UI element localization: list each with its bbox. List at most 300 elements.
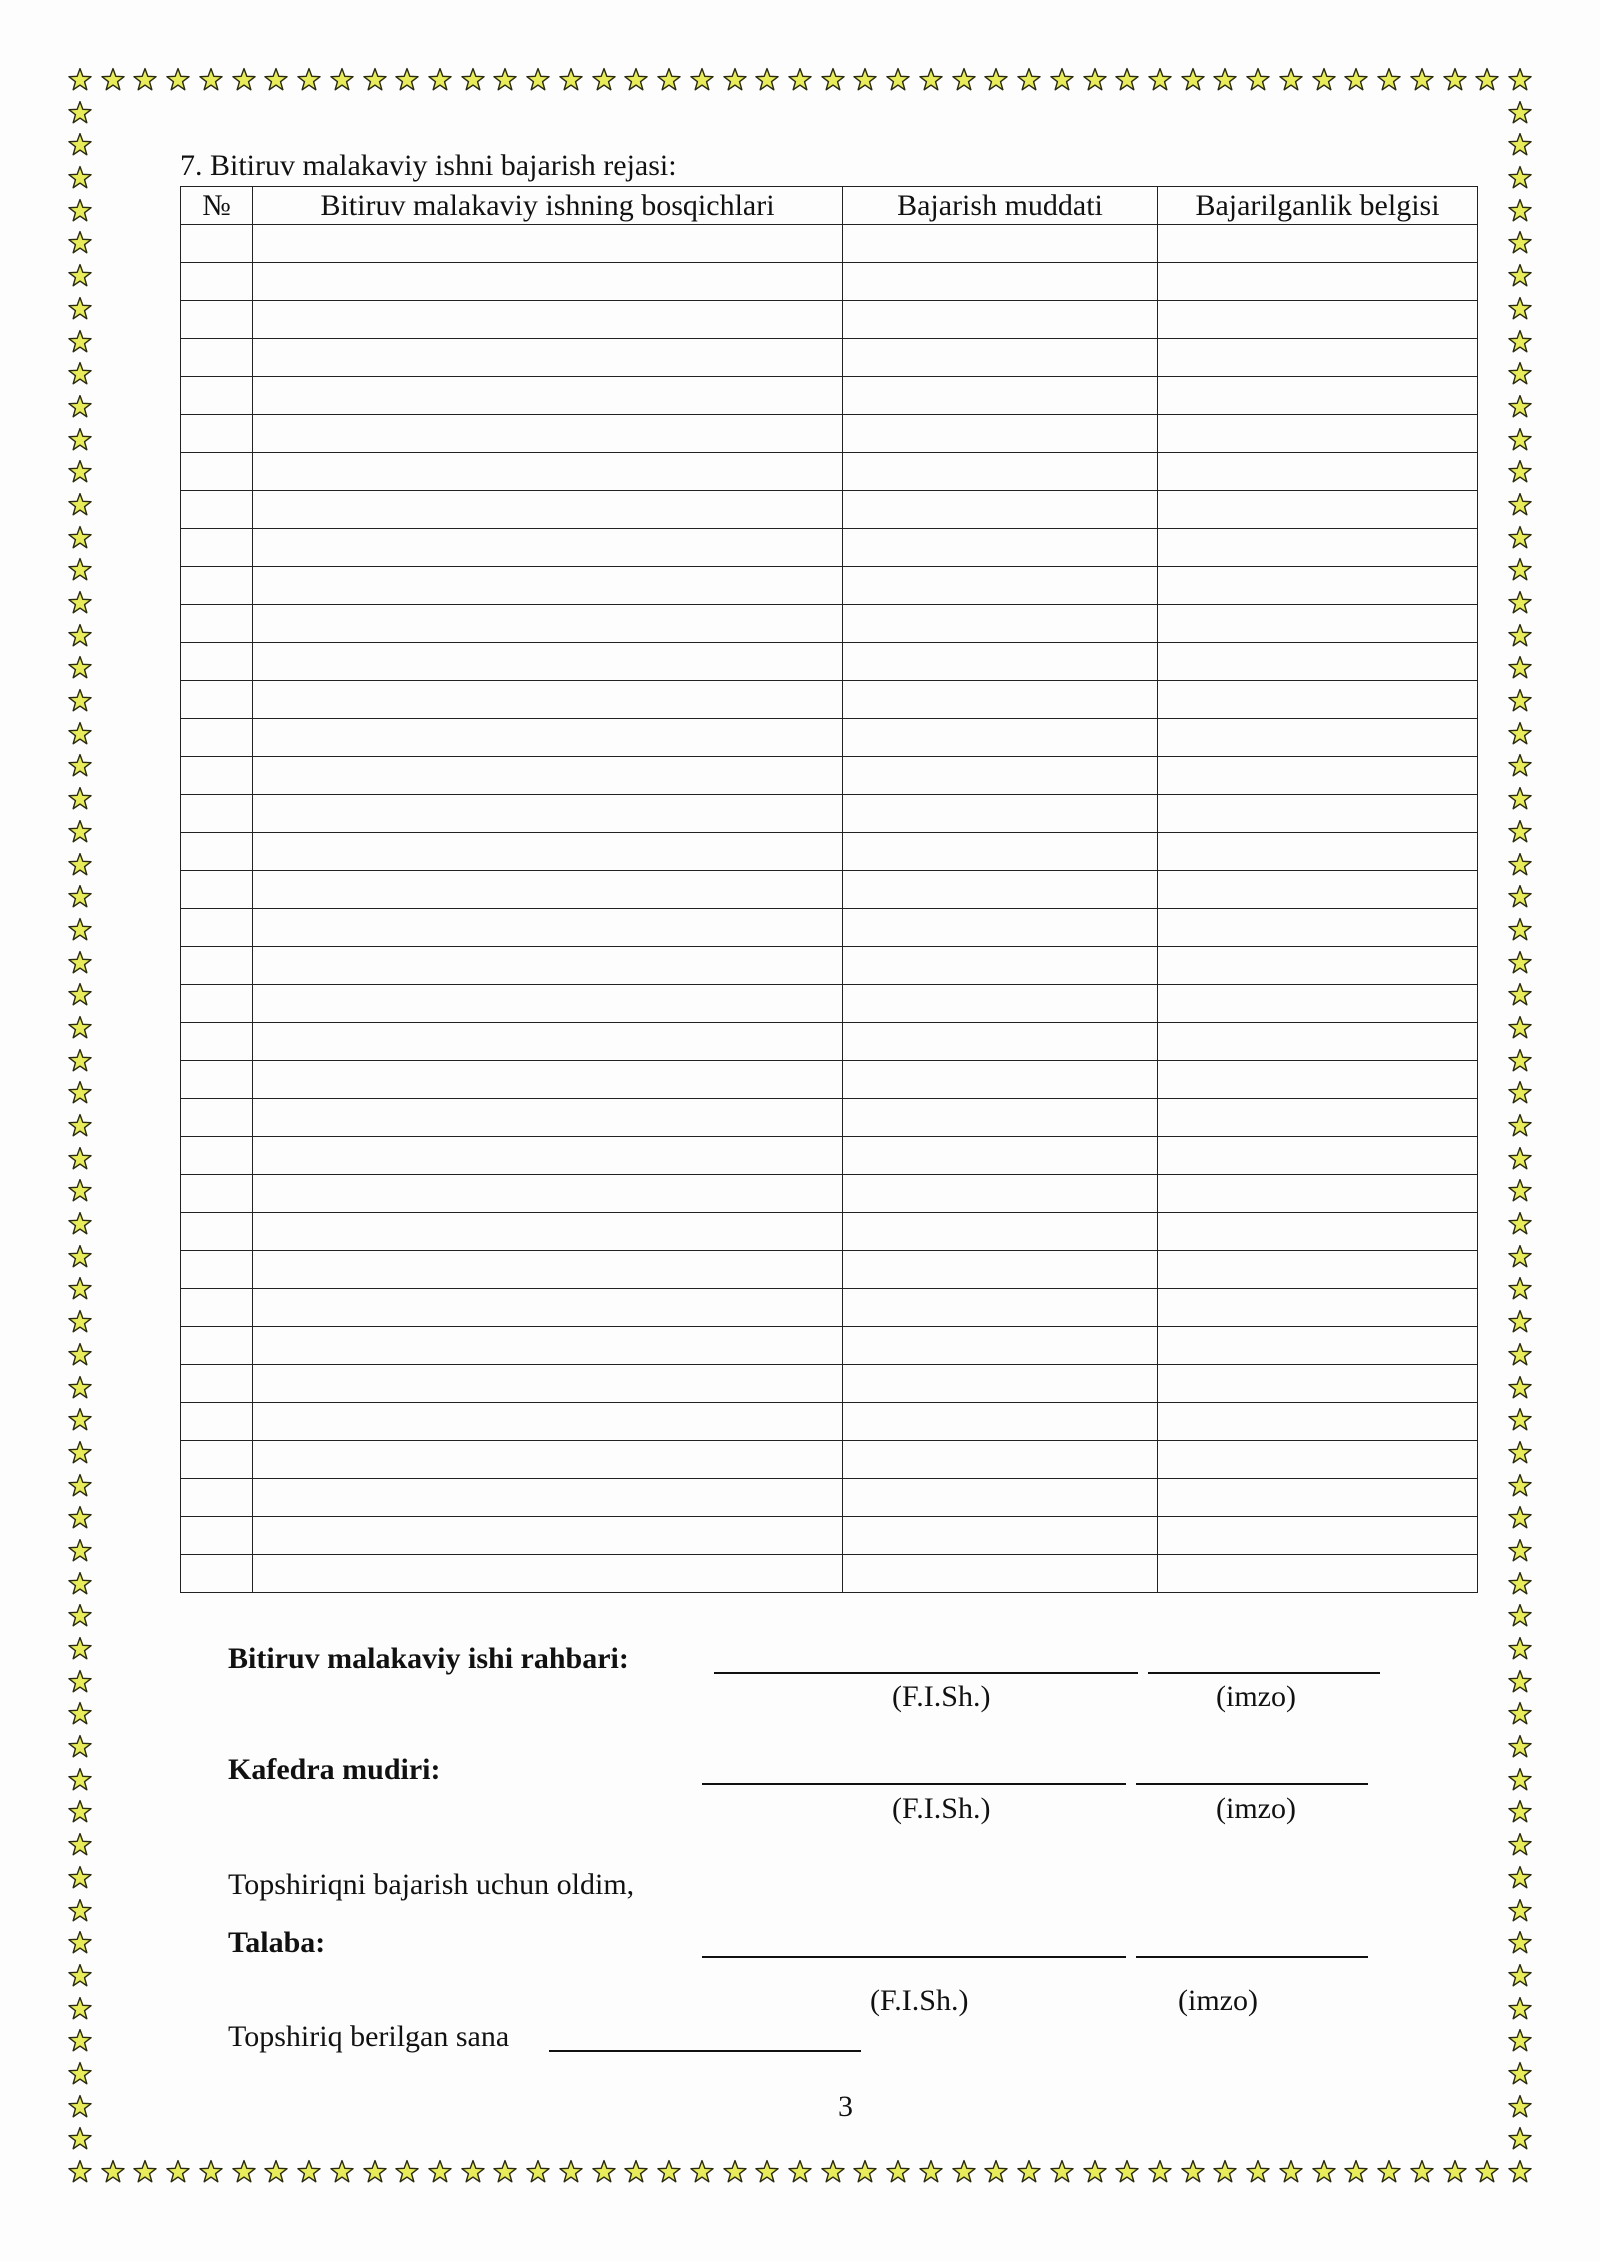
cell-completion-mark[interactable] bbox=[1158, 1023, 1478, 1061]
star-icon bbox=[951, 2159, 977, 2185]
cell-number[interactable] bbox=[181, 643, 253, 681]
star-icon bbox=[67, 1701, 93, 1727]
star-icon bbox=[67, 263, 93, 289]
cell-completion-mark[interactable] bbox=[1158, 529, 1478, 567]
star-icon bbox=[787, 67, 813, 93]
star-icon bbox=[820, 2159, 846, 2185]
cell-number[interactable] bbox=[181, 757, 253, 795]
star-icon bbox=[1507, 1669, 1533, 1695]
star-icon bbox=[198, 67, 224, 93]
cell-deadline[interactable] bbox=[843, 225, 1158, 263]
header-deadline: Bajarish muddati bbox=[843, 187, 1158, 225]
cell-completion-mark[interactable] bbox=[1158, 263, 1478, 301]
cell-deadline[interactable] bbox=[843, 567, 1158, 605]
cell-deadline[interactable] bbox=[843, 1517, 1158, 1555]
cell-deadline[interactable] bbox=[843, 1023, 1158, 1061]
cell-completion-mark[interactable] bbox=[1158, 643, 1478, 681]
star-icon bbox=[1507, 296, 1533, 322]
table-row bbox=[181, 1213, 1478, 1251]
cell-deadline[interactable] bbox=[843, 1289, 1158, 1327]
department-head-label: Kafedra mudiri: bbox=[228, 1753, 441, 1786]
cell-completion-mark[interactable] bbox=[1158, 719, 1478, 757]
table-row bbox=[181, 301, 1478, 339]
star-icon bbox=[1507, 1015, 1533, 1041]
cell-completion-mark[interactable] bbox=[1158, 1517, 1478, 1555]
cell-deadline[interactable] bbox=[843, 453, 1158, 491]
star-icon bbox=[231, 67, 257, 93]
cell-number[interactable] bbox=[181, 1213, 253, 1251]
table-row bbox=[181, 225, 1478, 263]
star-icon bbox=[231, 2159, 257, 2185]
cell-stage[interactable] bbox=[253, 1517, 843, 1555]
student-signature-caption: (imzo) bbox=[1178, 1984, 1258, 2017]
cell-completion-mark[interactable] bbox=[1158, 757, 1478, 795]
cell-completion-mark[interactable] bbox=[1158, 605, 1478, 643]
department-head-signature-line[interactable] bbox=[1136, 1783, 1368, 1785]
star-icon bbox=[67, 590, 93, 616]
cell-number[interactable] bbox=[181, 567, 253, 605]
cell-deadline[interactable] bbox=[843, 1061, 1158, 1099]
cell-number[interactable] bbox=[181, 909, 253, 947]
table-row bbox=[181, 681, 1478, 719]
star-icon bbox=[67, 132, 93, 158]
star-icon bbox=[1180, 67, 1206, 93]
star-icon bbox=[132, 67, 158, 93]
cell-completion-mark[interactable] bbox=[1158, 1327, 1478, 1365]
cell-stage[interactable] bbox=[253, 1555, 843, 1593]
cell-completion-mark[interactable] bbox=[1158, 1061, 1478, 1099]
star-icon bbox=[67, 786, 93, 812]
star-icon bbox=[558, 2159, 584, 2185]
header-completion-mark: Bajarilganlik belgisi bbox=[1158, 187, 1478, 225]
star-icon bbox=[1507, 2126, 1533, 2152]
star-icon bbox=[1311, 67, 1337, 93]
table-row bbox=[181, 947, 1478, 985]
star-icon bbox=[67, 394, 93, 420]
table-row bbox=[181, 795, 1478, 833]
cell-completion-mark[interactable] bbox=[1158, 1137, 1478, 1175]
star-icon bbox=[1343, 2159, 1369, 2185]
star-icon bbox=[67, 1178, 93, 1204]
cell-stage[interactable] bbox=[253, 1365, 843, 1403]
cell-number[interactable] bbox=[181, 415, 253, 453]
table-row bbox=[181, 415, 1478, 453]
cell-deadline[interactable] bbox=[843, 1365, 1158, 1403]
star-icon bbox=[67, 1636, 93, 1662]
cell-stage[interactable] bbox=[253, 643, 843, 681]
cell-stage[interactable] bbox=[253, 1099, 843, 1137]
cell-completion-mark[interactable] bbox=[1158, 795, 1478, 833]
star-icon bbox=[722, 67, 748, 93]
star-icon bbox=[67, 329, 93, 355]
star-icon bbox=[1507, 1407, 1533, 1433]
cell-stage[interactable] bbox=[253, 757, 843, 795]
cell-number[interactable] bbox=[181, 301, 253, 339]
cell-number[interactable] bbox=[181, 339, 253, 377]
cell-number[interactable] bbox=[181, 1061, 253, 1099]
star-icon bbox=[67, 2126, 93, 2152]
cell-deadline[interactable] bbox=[843, 1479, 1158, 1517]
cell-number[interactable] bbox=[181, 1023, 253, 1061]
cell-stage[interactable] bbox=[253, 1403, 843, 1441]
star-icon bbox=[1278, 67, 1304, 93]
star-icon bbox=[492, 2159, 518, 2185]
star-icon bbox=[525, 67, 551, 93]
cell-number[interactable] bbox=[181, 1441, 253, 1479]
cell-stage[interactable] bbox=[253, 1175, 843, 1213]
cell-completion-mark[interactable] bbox=[1158, 1365, 1478, 1403]
star-icon bbox=[1507, 132, 1533, 158]
cell-number[interactable] bbox=[181, 529, 253, 567]
cell-number[interactable] bbox=[181, 491, 253, 529]
cell-number[interactable] bbox=[181, 833, 253, 871]
cell-stage[interactable] bbox=[253, 1137, 843, 1175]
star-icon bbox=[1507, 1538, 1533, 1564]
cell-number[interactable] bbox=[181, 1479, 253, 1517]
star-icon bbox=[460, 2159, 486, 2185]
cell-completion-mark[interactable] bbox=[1158, 301, 1478, 339]
cell-stage[interactable] bbox=[253, 415, 843, 453]
cell-deadline[interactable] bbox=[843, 339, 1158, 377]
star-icon bbox=[1507, 1048, 1533, 1074]
cell-deadline[interactable] bbox=[843, 681, 1158, 719]
cell-completion-mark[interactable] bbox=[1158, 1289, 1478, 1327]
star-icon bbox=[1442, 67, 1468, 93]
star-icon bbox=[67, 655, 93, 681]
cell-completion-mark[interactable] bbox=[1158, 415, 1478, 453]
cell-deadline[interactable] bbox=[843, 1403, 1158, 1441]
table-row bbox=[181, 491, 1478, 529]
header-stages: Bitiruv malakaviy ishning bosqichlari bbox=[253, 187, 843, 225]
cell-number[interactable] bbox=[181, 1137, 253, 1175]
cell-stage[interactable] bbox=[253, 909, 843, 947]
cell-stage[interactable] bbox=[253, 529, 843, 567]
table-row bbox=[181, 909, 1478, 947]
star-icon bbox=[296, 2159, 322, 2185]
star-icon bbox=[689, 2159, 715, 2185]
star-icon bbox=[1507, 525, 1533, 551]
table-header-row bbox=[181, 187, 1478, 225]
cell-completion-mark[interactable] bbox=[1158, 339, 1478, 377]
cell-completion-mark[interactable] bbox=[1158, 871, 1478, 909]
cell-number[interactable] bbox=[181, 1251, 253, 1289]
star-icon bbox=[165, 67, 191, 93]
star-icon bbox=[787, 2159, 813, 2185]
cell-number[interactable] bbox=[181, 605, 253, 643]
cell-completion-mark[interactable] bbox=[1158, 833, 1478, 871]
supervisor-signature-caption: (imzo) bbox=[1216, 1680, 1296, 1713]
table-row bbox=[181, 1175, 1478, 1213]
star-icon bbox=[67, 361, 93, 387]
star-icon bbox=[1507, 1734, 1533, 1760]
cell-number[interactable] bbox=[181, 1289, 253, 1327]
star-icon bbox=[1507, 2028, 1533, 2054]
supervisor-fullname-line[interactable] bbox=[714, 1672, 1138, 1674]
cell-stage[interactable] bbox=[253, 453, 843, 491]
cell-deadline[interactable] bbox=[843, 757, 1158, 795]
cell-deadline[interactable] bbox=[843, 415, 1158, 453]
cell-stage[interactable] bbox=[253, 1441, 843, 1479]
star-icon bbox=[1507, 198, 1533, 224]
cell-deadline[interactable] bbox=[843, 643, 1158, 681]
cell-deadline[interactable] bbox=[843, 263, 1158, 301]
star-icon bbox=[394, 2159, 420, 2185]
cell-stage[interactable] bbox=[253, 491, 843, 529]
table-row bbox=[181, 757, 1478, 795]
cell-deadline[interactable] bbox=[843, 719, 1158, 757]
cell-stage[interactable] bbox=[253, 681, 843, 719]
cell-stage[interactable] bbox=[253, 1251, 843, 1289]
cell-deadline[interactable] bbox=[843, 1555, 1158, 1593]
cell-number[interactable] bbox=[181, 1555, 253, 1593]
cell-stage[interactable] bbox=[253, 567, 843, 605]
star-icon bbox=[1507, 2061, 1533, 2087]
cell-deadline[interactable] bbox=[843, 1099, 1158, 1137]
cell-stage[interactable] bbox=[253, 1213, 843, 1251]
cell-number[interactable] bbox=[181, 453, 253, 491]
cell-deadline[interactable] bbox=[843, 377, 1158, 415]
cell-number[interactable] bbox=[181, 1517, 253, 1555]
cell-number[interactable] bbox=[181, 1365, 253, 1403]
cell-number[interactable] bbox=[181, 225, 253, 263]
star-icon bbox=[1474, 67, 1500, 93]
cell-stage[interactable] bbox=[253, 377, 843, 415]
table-row bbox=[181, 567, 1478, 605]
table-row bbox=[181, 1403, 1478, 1441]
cell-completion-mark[interactable] bbox=[1158, 909, 1478, 947]
cell-stage[interactable] bbox=[253, 301, 843, 339]
star-icon bbox=[1376, 67, 1402, 93]
star-icon bbox=[263, 67, 289, 93]
cell-number[interactable] bbox=[181, 1175, 253, 1213]
star-icon bbox=[1507, 1342, 1533, 1368]
table-row bbox=[181, 1517, 1478, 1555]
cell-stage[interactable] bbox=[253, 1479, 843, 1517]
cell-completion-mark[interactable] bbox=[1158, 1403, 1478, 1441]
cell-completion-mark[interactable] bbox=[1158, 947, 1478, 985]
department-head-fullname-line[interactable] bbox=[702, 1783, 1126, 1785]
cell-number[interactable] bbox=[181, 947, 253, 985]
star-icon bbox=[1507, 884, 1533, 910]
work-plan-table bbox=[180, 186, 1478, 1593]
star-icon bbox=[67, 1963, 93, 1989]
cell-deadline[interactable] bbox=[843, 1137, 1158, 1175]
star-icon bbox=[1082, 2159, 1108, 2185]
cell-stage[interactable] bbox=[253, 833, 843, 871]
cell-stage[interactable] bbox=[253, 263, 843, 301]
star-icon bbox=[1507, 1799, 1533, 1825]
date-line[interactable] bbox=[549, 2050, 861, 2052]
cell-deadline[interactable] bbox=[843, 605, 1158, 643]
star-icon bbox=[1507, 394, 1533, 420]
star-icon bbox=[1082, 67, 1108, 93]
star-icon bbox=[362, 67, 388, 93]
cell-deadline[interactable] bbox=[843, 909, 1158, 947]
cell-completion-mark[interactable] bbox=[1158, 377, 1478, 415]
cell-stage[interactable] bbox=[253, 605, 843, 643]
star-icon bbox=[67, 623, 93, 649]
star-icon bbox=[918, 2159, 944, 2185]
table-row bbox=[181, 1327, 1478, 1365]
cell-stage[interactable] bbox=[253, 871, 843, 909]
star-icon bbox=[67, 1898, 93, 1924]
cell-deadline[interactable] bbox=[843, 833, 1158, 871]
star-icon bbox=[67, 753, 93, 779]
cell-deadline[interactable] bbox=[843, 947, 1158, 985]
star-icon bbox=[689, 67, 715, 93]
cell-number[interactable] bbox=[181, 1403, 253, 1441]
cell-completion-mark[interactable] bbox=[1158, 681, 1478, 719]
star-icon bbox=[1507, 1080, 1533, 1106]
cell-deadline[interactable] bbox=[843, 1213, 1158, 1251]
cell-stage[interactable] bbox=[253, 985, 843, 1023]
star-icon bbox=[1049, 2159, 1075, 2185]
cell-number[interactable] bbox=[181, 1327, 253, 1365]
section-title: 7. Bitiruv malakaviy ishni bajarish rejasi: bbox=[180, 149, 677, 182]
cell-completion-mark[interactable] bbox=[1158, 1213, 1478, 1251]
supervisor-signature-line[interactable] bbox=[1148, 1672, 1380, 1674]
table-row bbox=[181, 1479, 1478, 1517]
star-icon bbox=[67, 1048, 93, 1074]
cell-number[interactable] bbox=[181, 263, 253, 301]
cell-completion-mark[interactable] bbox=[1158, 1099, 1478, 1137]
cell-stage[interactable] bbox=[253, 225, 843, 263]
cell-deadline[interactable] bbox=[843, 491, 1158, 529]
cell-number[interactable] bbox=[181, 719, 253, 757]
student-fullname-line[interactable] bbox=[702, 1956, 1126, 1958]
cell-deadline[interactable] bbox=[843, 985, 1158, 1023]
cell-number[interactable] bbox=[181, 871, 253, 909]
star-icon bbox=[1507, 1440, 1533, 1466]
cell-deadline[interactable] bbox=[843, 871, 1158, 909]
cell-number[interactable] bbox=[181, 681, 253, 719]
cell-completion-mark[interactable] bbox=[1158, 1441, 1478, 1479]
cell-stage[interactable] bbox=[253, 1061, 843, 1099]
star-icon bbox=[525, 2159, 551, 2185]
star-icon bbox=[820, 67, 846, 93]
star-icon bbox=[67, 1375, 93, 1401]
star-icon bbox=[1507, 1211, 1533, 1237]
star-icon bbox=[1507, 1571, 1533, 1597]
cell-deadline[interactable] bbox=[843, 529, 1158, 567]
cell-deadline[interactable] bbox=[843, 1327, 1158, 1365]
table-row bbox=[181, 871, 1478, 909]
cell-completion-mark[interactable] bbox=[1158, 491, 1478, 529]
cell-completion-mark[interactable] bbox=[1158, 1555, 1478, 1593]
star-icon bbox=[1507, 427, 1533, 453]
star-icon bbox=[67, 1244, 93, 1270]
star-icon bbox=[67, 2061, 93, 2087]
star-icon bbox=[1507, 1636, 1533, 1662]
cell-stage[interactable] bbox=[253, 719, 843, 757]
star-icon bbox=[67, 67, 93, 93]
star-icon bbox=[1507, 721, 1533, 747]
cell-stage[interactable] bbox=[253, 1023, 843, 1061]
star-icon bbox=[1507, 1603, 1533, 1629]
star-icon bbox=[1114, 67, 1140, 93]
star-icon bbox=[67, 2159, 93, 2185]
star-icon bbox=[100, 67, 126, 93]
cell-stage[interactable] bbox=[253, 795, 843, 833]
star-icon bbox=[1507, 557, 1533, 583]
table-row bbox=[181, 833, 1478, 871]
star-icon bbox=[67, 1799, 93, 1825]
star-icon bbox=[1507, 1244, 1533, 1270]
star-icon bbox=[394, 67, 420, 93]
star-icon bbox=[1507, 263, 1533, 289]
star-icon bbox=[492, 67, 518, 93]
student-label: Talaba: bbox=[228, 1926, 326, 1959]
cell-completion-mark[interactable] bbox=[1158, 1479, 1478, 1517]
star-icon bbox=[1049, 67, 1075, 93]
star-icon bbox=[165, 2159, 191, 2185]
student-signature-line[interactable] bbox=[1136, 1956, 1368, 1958]
cell-deadline[interactable] bbox=[843, 795, 1158, 833]
star-icon bbox=[1507, 1930, 1533, 1956]
star-icon bbox=[1507, 230, 1533, 256]
star-icon bbox=[1507, 1832, 1533, 1858]
star-icon bbox=[67, 557, 93, 583]
star-icon bbox=[67, 950, 93, 976]
cell-stage[interactable] bbox=[253, 339, 843, 377]
table-row bbox=[181, 719, 1478, 757]
star-icon bbox=[852, 67, 878, 93]
cell-number[interactable] bbox=[181, 795, 253, 833]
star-icon bbox=[1507, 1309, 1533, 1335]
star-icon bbox=[132, 2159, 158, 2185]
cell-completion-mark[interactable] bbox=[1158, 1175, 1478, 1213]
cell-stage[interactable] bbox=[253, 1327, 843, 1365]
cell-deadline[interactable] bbox=[843, 1441, 1158, 1479]
star-icon bbox=[67, 982, 93, 1008]
star-icon bbox=[1507, 1767, 1533, 1793]
cell-completion-mark[interactable] bbox=[1158, 985, 1478, 1023]
date-label: Topshiriq berilgan sana bbox=[228, 2020, 510, 2053]
star-icon bbox=[1507, 1146, 1533, 1172]
star-icon bbox=[67, 1276, 93, 1302]
cell-completion-mark[interactable] bbox=[1158, 567, 1478, 605]
cell-deadline[interactable] bbox=[843, 1175, 1158, 1213]
cell-stage[interactable] bbox=[253, 947, 843, 985]
star-icon bbox=[67, 1538, 93, 1564]
star-icon bbox=[67, 1603, 93, 1629]
cell-deadline[interactable] bbox=[843, 301, 1158, 339]
star-icon bbox=[1507, 1996, 1533, 2022]
cell-deadline[interactable] bbox=[843, 1251, 1158, 1289]
star-icon bbox=[1212, 2159, 1238, 2185]
department-head-signature-caption: (imzo) bbox=[1216, 1792, 1296, 1825]
star-icon bbox=[329, 67, 355, 93]
cell-number[interactable] bbox=[181, 1099, 253, 1137]
star-icon bbox=[296, 67, 322, 93]
star-icon bbox=[460, 67, 486, 93]
star-icon bbox=[67, 1734, 93, 1760]
cell-completion-mark[interactable] bbox=[1158, 1251, 1478, 1289]
cell-completion-mark[interactable] bbox=[1158, 225, 1478, 263]
cell-stage[interactable] bbox=[253, 1289, 843, 1327]
cell-number[interactable] bbox=[181, 985, 253, 1023]
table-row bbox=[181, 263, 1478, 301]
star-icon bbox=[67, 1440, 93, 1466]
star-icon bbox=[1507, 329, 1533, 355]
cell-number[interactable] bbox=[181, 377, 253, 415]
star-icon bbox=[67, 1669, 93, 1695]
star-icon bbox=[1245, 67, 1271, 93]
table-row bbox=[181, 1251, 1478, 1289]
cell-completion-mark[interactable] bbox=[1158, 453, 1478, 491]
star-icon bbox=[263, 2159, 289, 2185]
star-icon bbox=[1507, 1178, 1533, 1204]
